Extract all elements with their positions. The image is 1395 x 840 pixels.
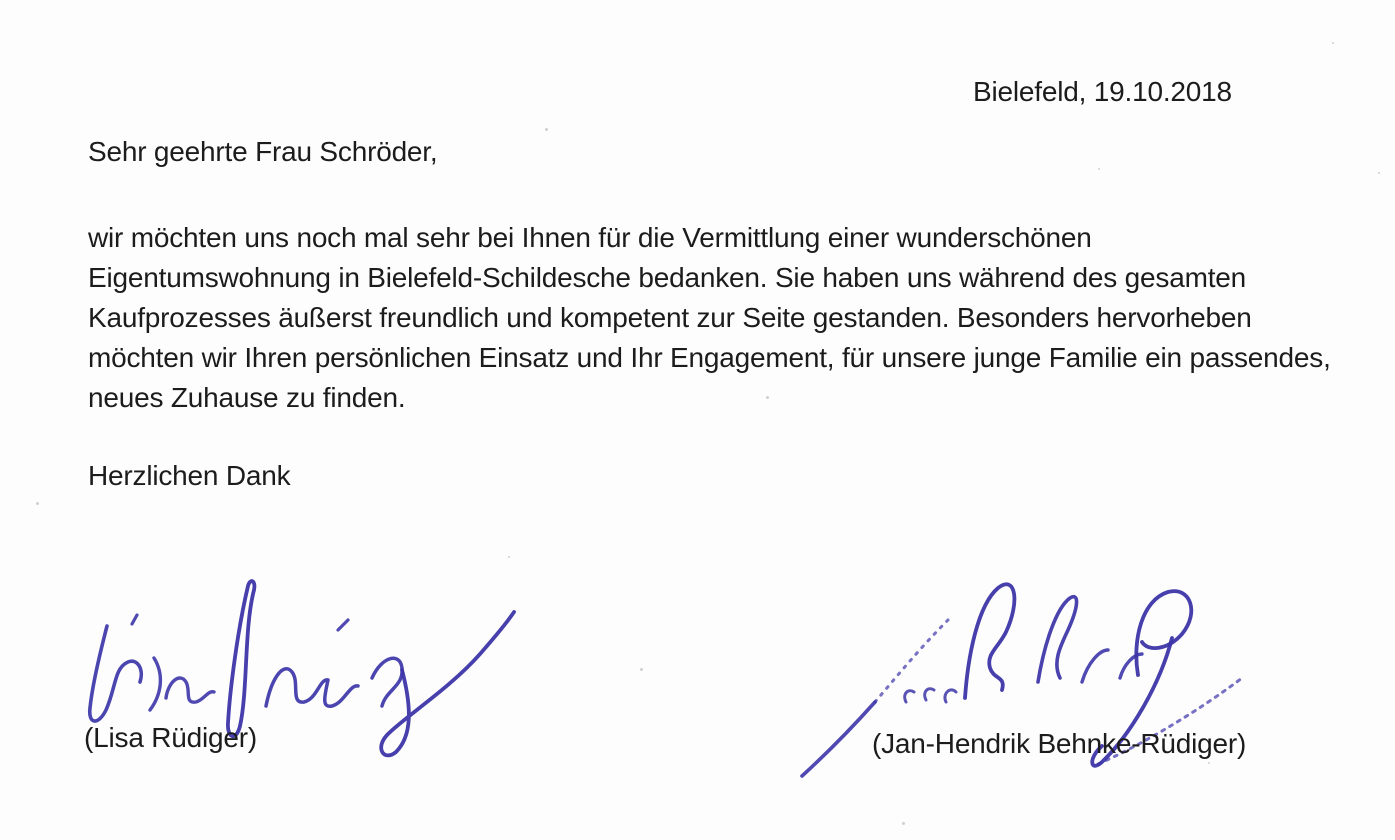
scan-speckle	[508, 556, 510, 558]
signature-stroke	[90, 626, 142, 721]
signature-stroke	[338, 620, 348, 630]
letter-salutation: Sehr geehrte Frau Schröder,	[88, 136, 438, 167]
signature-stroke	[266, 669, 358, 706]
scan-speckle	[1098, 168, 1100, 170]
signature-stroke	[166, 678, 214, 702]
scan-speckle	[1332, 42, 1334, 44]
letter-date-line: Bielefeld, 19.10.2018	[973, 76, 1232, 107]
signature-stroke	[1038, 597, 1077, 682]
body-line: möchten wir Ihren persönlichen Einsatz und Ihr Engagement, für unsere junge Familie ein passendes,	[88, 342, 1331, 373]
letter-closing: Herzlichen Dank	[88, 460, 291, 491]
scan-speckle	[36, 502, 39, 505]
scan-speckle	[1378, 172, 1380, 174]
body-line: Eigentumswohnung in Bielefeld-Schildesche bedanken. Sie haben uns während des gesamten	[88, 262, 1247, 293]
signature-stroke	[150, 658, 160, 710]
letter-body	[88, 218, 1331, 418]
scan-speckle	[766, 396, 769, 399]
signature-stroke	[372, 658, 402, 706]
scan-speckle	[1208, 762, 1210, 764]
signature-stroke	[965, 584, 1014, 698]
scan-speckle	[545, 128, 548, 131]
signature-stroke	[802, 702, 875, 776]
signature-stroke	[1082, 650, 1142, 682]
body-line: Kaufprozesses äußerst freundlich und kompetent zur Seite gestanden. Besonders hervorheben	[88, 302, 1252, 333]
body-line: neues Zuhause zu finden.	[88, 382, 406, 413]
signature-stroke	[228, 581, 254, 736]
signature-caption-jan-hendrik: (Jan-Hendrik Behnke-Rüdiger)	[872, 728, 1247, 759]
scan-speckle	[640, 668, 643, 671]
scan-speckle	[902, 822, 905, 825]
signature-caption-lisa: (Lisa Rüdiger)	[84, 722, 258, 753]
signature-stroke	[905, 689, 956, 702]
signature-stroke	[132, 615, 137, 624]
signature-stroke	[381, 612, 514, 755]
body-line: wir möchten uns noch mal sehr bei Ihnen für die Vermittlung einer wunderschönen	[88, 222, 1092, 253]
